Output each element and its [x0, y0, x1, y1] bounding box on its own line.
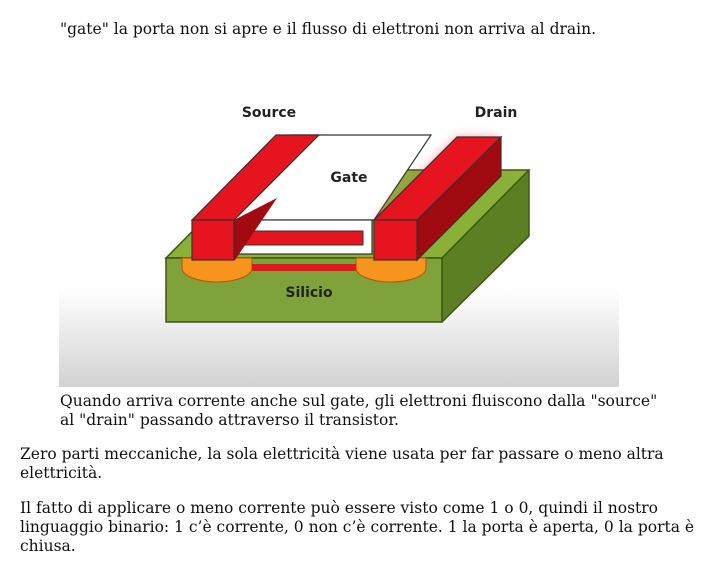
gate-label: Gate [330, 170, 368, 186]
paragraph-line: Zero parti meccaniche, la sola elettricità viene usata per far passare o meno altra [20, 445, 664, 463]
paragraph-line: Il fatto di applicare o meno corrente può essere visto come 1 o 0, quindi il nostro [20, 499, 659, 517]
source-doped-region [182, 258, 252, 282]
body-paragraph [20, 445, 700, 483]
paragraph-line: chiusa. [20, 537, 76, 555]
drain-doped-region [356, 258, 426, 282]
intro-paragraph: "gate" la porta non si apre e il flusso di elettroni non arriva al drain. [60, 20, 597, 38]
paragraph-line: linguaggio binario: 1 c’è corrente, 0 non c’è corrente. 1 la porta è aperta, 0 la porta è [20, 518, 695, 536]
source-label: Source [241, 105, 297, 121]
caption-line: Quando arriva corrente anche sul gate, gli elettroni fluiscono dalla "source" [60, 392, 658, 410]
figure-caption [60, 392, 670, 430]
caption-line: al "drain" passando attraverso il transistor. [60, 411, 399, 429]
body-paragraph [20, 499, 710, 556]
drain-label: Drain [474, 105, 518, 121]
gate-contact [244, 231, 363, 245]
transistor-diagram [59, 88, 619, 387]
silicon-label: Silicio [285, 285, 333, 301]
paragraph-line: elettricità. [20, 464, 103, 482]
source-front-face [192, 220, 234, 260]
channel-line [252, 264, 356, 271]
drain-front-face [374, 220, 417, 260]
